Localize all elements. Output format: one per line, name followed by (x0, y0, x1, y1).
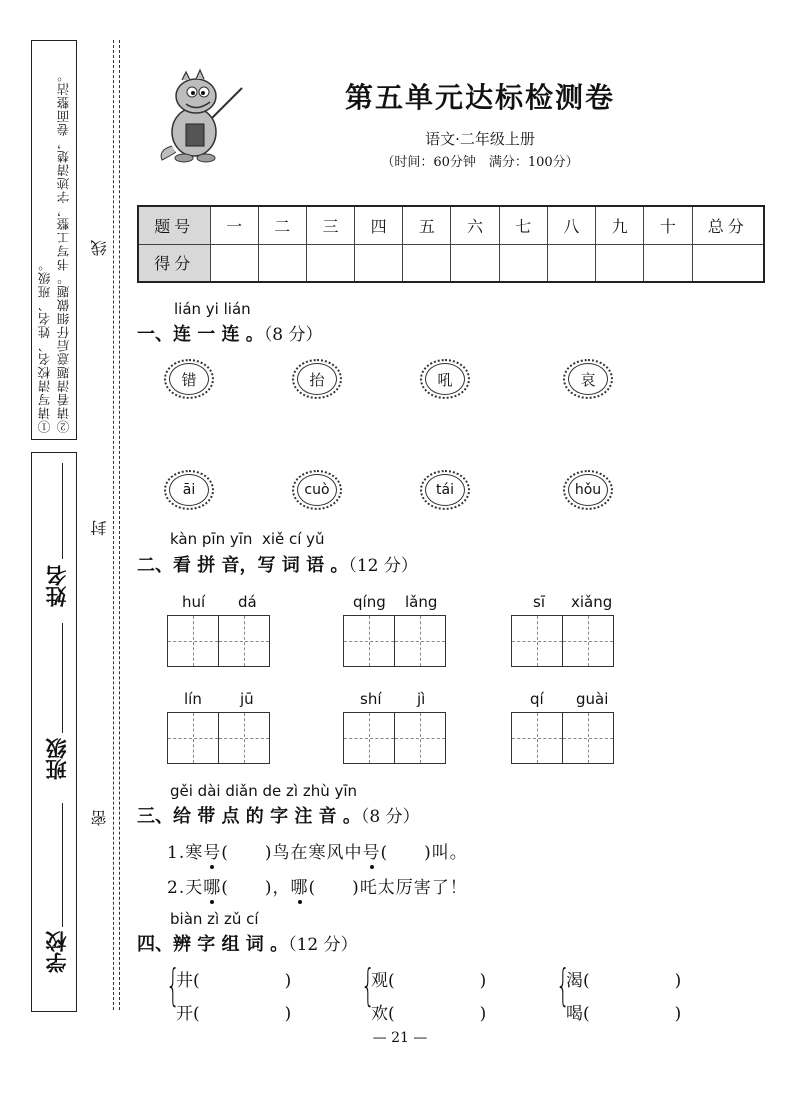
score-col-header: 五 (403, 206, 451, 244)
word-pinyin: shí (360, 690, 382, 708)
section4-points: （12 分） (288, 935, 358, 955)
score-col-header: 四 (355, 206, 403, 244)
section3-title (137, 802, 420, 828)
class-field[interactable] (62, 623, 63, 733)
match-pinyin-flower[interactable] (563, 470, 613, 510)
score-cell[interactable] (644, 244, 692, 282)
score-table (137, 205, 765, 283)
match-pinyin-flower[interactable] (164, 470, 214, 510)
grid-cell[interactable] (167, 712, 219, 764)
seal-line-char: 线 (90, 240, 109, 256)
score-cell[interactable] (306, 244, 354, 282)
seal-mi-char: 密 (90, 810, 109, 826)
q2-text-a: 2.天 (167, 878, 204, 898)
score-table-row-label: 得分 (138, 244, 210, 282)
section1-points: （8 分） (263, 325, 323, 345)
word-pair-item[interactable]: 欢( ) (371, 1004, 487, 1024)
grid-cell[interactable] (562, 712, 614, 764)
word-pinyin: jì (417, 690, 426, 708)
section4-title (137, 930, 358, 956)
score-cell[interactable] (355, 244, 403, 282)
q2-dotted-char-1: 哪 (203, 873, 221, 898)
word-pinyin: jū (240, 690, 254, 708)
question-1 (167, 838, 468, 863)
school-field[interactable] (62, 803, 63, 927)
match-pinyin: āi (169, 474, 209, 506)
score-col-header: 总分 (692, 206, 764, 244)
match-pinyin-flower[interactable] (420, 470, 470, 510)
score-col-header: 九 (596, 206, 644, 244)
match-char-flower[interactable] (563, 359, 613, 399)
school-label: 学校 (45, 931, 69, 973)
score-col-header: 二 (258, 206, 306, 244)
page-title: 第五单元达标检测卷 (344, 81, 615, 114)
grid-cell[interactable] (167, 615, 219, 667)
match-char-flower[interactable] (292, 359, 342, 399)
score-cell[interactable] (547, 244, 595, 282)
time-info: （时间：60分钟 满分：100分） (381, 155, 579, 170)
match-char: 错 (169, 363, 209, 395)
grid-cell[interactable] (511, 615, 563, 667)
page-number: — 21 — (372, 1030, 428, 1046)
section4-pinyin: biàn zì zǔ cí (170, 910, 259, 928)
binding-dashed-line-2 (119, 40, 120, 1010)
word-pinyin: lǎng (405, 593, 438, 611)
notice-box (31, 40, 77, 440)
dinosaur-mascot-icon (152, 66, 247, 166)
word-pinyin: guài (576, 690, 609, 708)
q2-dotted-char-2: 哪 (291, 873, 309, 898)
section2-points: （12 分） (348, 556, 418, 576)
score-col-header: 一 (210, 206, 258, 244)
score-cell[interactable] (499, 244, 547, 282)
class-label: 班级 (45, 738, 69, 780)
word-pinyin: qíng (353, 593, 386, 611)
section1-pinyin: lián yi lián (174, 300, 251, 318)
section3-title-text: 三、给 带 点 的 字 注 音 。 (137, 806, 361, 827)
match-char-flower[interactable] (164, 359, 214, 399)
score-col-header: 三 (306, 206, 354, 244)
score-cell[interactable] (210, 244, 258, 282)
grid-cell[interactable] (343, 712, 395, 764)
match-pinyin-flower[interactable] (292, 470, 342, 510)
seal-feng-char: 封 (90, 520, 109, 536)
q1-text-a: 1.寒 (167, 843, 204, 863)
section2-pinyin: kàn pīn yīn xiě cí yǔ (170, 530, 325, 548)
word-pinyin: sī (533, 593, 545, 611)
writing-grid[interactable] (167, 615, 268, 667)
word-pair-item[interactable]: 井( ) (176, 971, 292, 991)
match-pinyin: tái (425, 474, 465, 506)
word-pair-item[interactable]: 观( ) (371, 971, 487, 991)
score-col-header: 十 (644, 206, 692, 244)
word-pinyin: qí (530, 690, 544, 708)
q2-text-b[interactable]: ( )， (221, 878, 291, 898)
grid-cell[interactable] (218, 615, 270, 667)
score-col-header: 八 (547, 206, 595, 244)
match-char: 吼 (425, 363, 465, 395)
q1-text-c[interactable]: ( )叫。 (380, 843, 468, 863)
grid-cell[interactable] (511, 712, 563, 764)
score-cell[interactable] (403, 244, 451, 282)
match-char: 哀 (568, 363, 608, 395)
score-cell[interactable] (692, 244, 764, 282)
subtitle: 语文·二年级上册 (425, 130, 535, 148)
grid-cell[interactable] (562, 615, 614, 667)
writing-grid[interactable] (343, 615, 444, 667)
match-char: 抬 (297, 363, 337, 395)
match-pinyin: hǒu (568, 474, 608, 506)
name-field[interactable] (62, 463, 63, 559)
notice-2: ②请看清题意后仔细做题。书写工整，字迹清楚，卷面整洁。 (56, 68, 71, 433)
grid-cell[interactable] (394, 712, 446, 764)
writing-grid[interactable] (167, 712, 268, 764)
notice-1: ①请写清校名、姓名、班级。 (37, 257, 52, 433)
section1-title-text: 一、连 一 连 。 (137, 324, 264, 345)
word-pinyin: huí (182, 593, 206, 611)
score-table-row-label: 题号 (138, 206, 210, 244)
score-cell[interactable] (596, 244, 644, 282)
brace-icon: { (556, 960, 570, 1011)
student-info-box (31, 452, 77, 1012)
section1-title (137, 320, 323, 346)
writing-grid[interactable] (343, 712, 444, 764)
word-pinyin: xiǎng (571, 593, 613, 611)
writing-grid[interactable] (511, 615, 612, 667)
grid-cell[interactable] (343, 615, 395, 667)
section4-title-text: 四、辨 字 组 词 。 (137, 934, 289, 955)
q1-text-b[interactable]: ( )鸟在寒风中 (221, 843, 363, 863)
brace-icon: { (166, 960, 180, 1011)
section2-title (137, 551, 418, 577)
word-pair-item[interactable]: 开( ) (176, 1004, 292, 1024)
score-col-header: 七 (499, 206, 547, 244)
grid-cell[interactable] (394, 615, 446, 667)
word-pinyin: dá (238, 593, 257, 611)
q1-dotted-char-1: 号 (203, 838, 221, 863)
section3-points: （8 分） (360, 807, 420, 827)
word-pinyin: lín (184, 690, 202, 708)
binding-dashed-line (113, 40, 114, 1010)
grid-cell[interactable] (218, 712, 270, 764)
match-char-flower[interactable] (420, 359, 470, 399)
name-label: 姓名 (45, 565, 69, 607)
word-pair-item[interactable]: 渴( ) (566, 971, 682, 991)
q2-text-c[interactable]: ( )吒太厉害了！ (308, 878, 468, 898)
score-cell[interactable] (451, 244, 499, 282)
brace-icon: { (361, 960, 375, 1011)
score-cell[interactable] (258, 244, 306, 282)
section2-title-text: 二、看 拼 音，写 词 语 。 (137, 555, 349, 576)
score-col-header: 六 (451, 206, 499, 244)
writing-grid[interactable] (511, 712, 612, 764)
score-table-score-row (138, 244, 764, 282)
score-table-header-row (138, 206, 764, 244)
question-2 (167, 873, 468, 898)
match-pinyin: cuò (297, 474, 337, 506)
section3-pinyin: gěi dài diǎn de zì zhù yīn (170, 782, 358, 800)
q1-dotted-char-2: 号 (363, 838, 381, 863)
word-pair-item[interactable]: 喝( ) (566, 1004, 682, 1024)
